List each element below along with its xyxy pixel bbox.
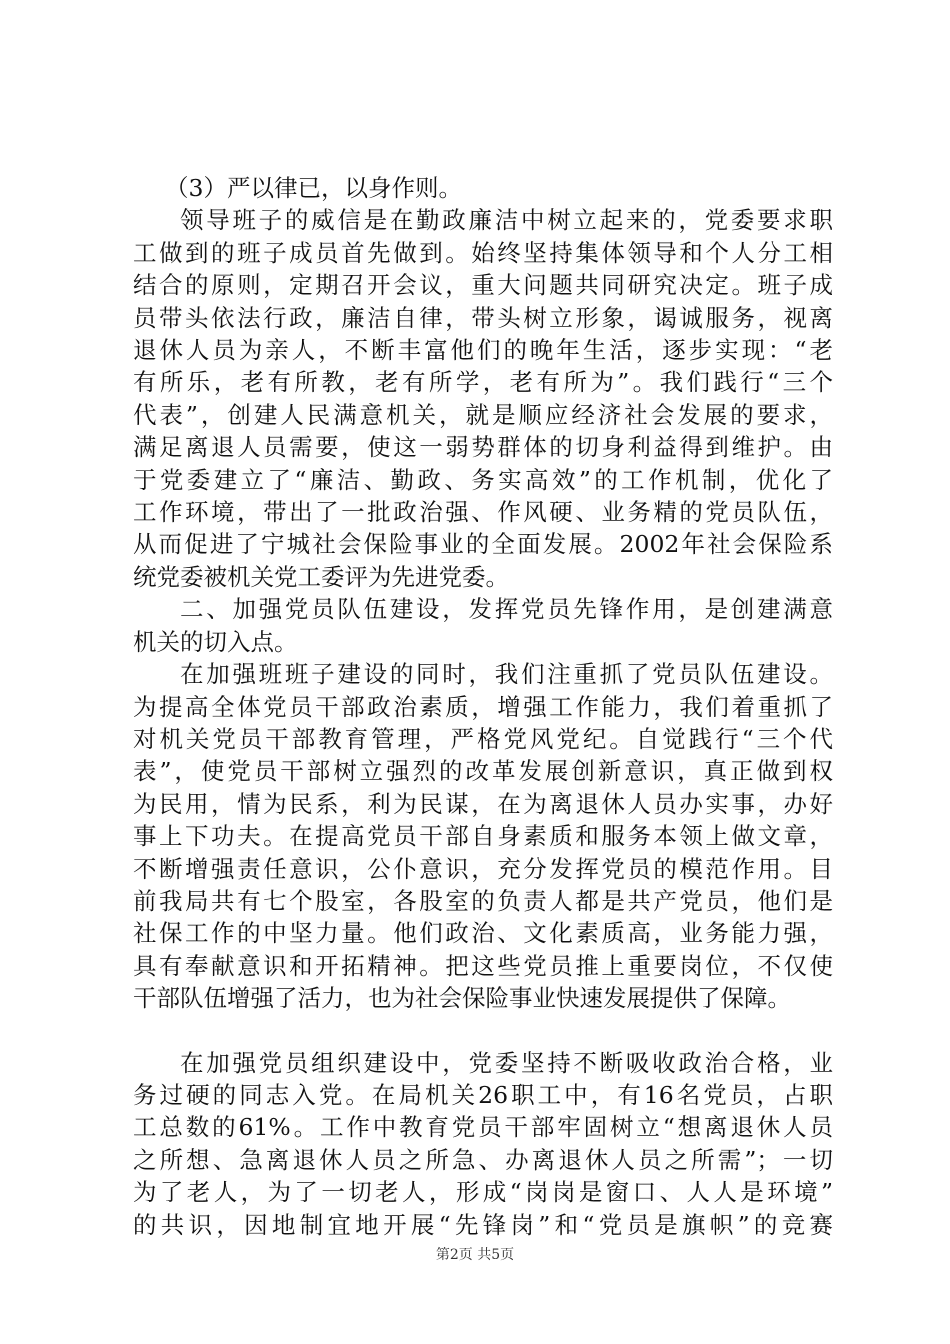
- paragraph-line: 在加强班班子建设的同时，我们注重抓了党员队伍建设。: [180, 660, 833, 689]
- paragraph-line: 领导班子的威信是在勤政廉洁中树立起来的，党委要求职: [180, 206, 833, 235]
- paragraph-line: 表”，使党员干部树立强烈的改革发展创新意识，真正做到权: [133, 757, 833, 786]
- paragraph-line: 代表”，创建人民满意机关，就是顺应经济社会发展的要求，: [133, 400, 833, 429]
- paragraph-line: 为了老人，为了一切老人，形成“岗岗是窗口、人人是环境”: [133, 1178, 833, 1207]
- paragraph-line: 干部队伍增强了活力，也为社会保险事业快速发展提供了保障。: [133, 984, 791, 1013]
- paragraph-line: 具有奉献意识和开拓精神。把这些党员推上重要岗位，不仅使: [133, 951, 833, 980]
- paragraph-line: 员带头依法行政，廉洁自律，带头树立形象，谒诚服务，视离: [133, 303, 833, 332]
- paragraph-line: 社保工作的中坚力量。他们政治、文化素质高，业务能力强，: [133, 919, 833, 948]
- section-heading: 机关的切入点。: [133, 627, 298, 656]
- document-body: [133, 172, 833, 1241]
- paragraph-line: 之所想、急离退休人员之所急、办离退休人员之所需”；一切: [133, 1145, 833, 1174]
- page-footer: [0, 1244, 950, 1264]
- paragraph-line: 不断增强责任意识，公仆意识，充分发挥党员的模范作用。目: [133, 854, 833, 883]
- section-heading: 二、加强党员队伍建设，发挥党员先锋作用，是创建满意: [180, 595, 833, 624]
- section-subheading: （3）严以律已，以身作则。: [165, 174, 462, 202]
- paragraph-line: 满足离退人员需要，使这一弱势群体的切身利益得到维护。由: [133, 433, 833, 462]
- paragraph-line: 结合的原则，定期召开会议，重大问题共同研究决定。班子成: [133, 271, 833, 300]
- paragraph-line: 为提高全体党员干部政治素质，增强工作能力，我们着重抓了: [133, 692, 833, 721]
- paragraph-line: 为民用，情为民系，利为民谋，在为离退休人员办实事，办好: [133, 789, 833, 818]
- paragraph-line: 工作环境，带出了一批政治强、作风硬、业务精的党员队伍，: [133, 498, 833, 527]
- paragraph-line: 对机关党员干部教育管理，严格党风党纪。自觉践行“三个代: [133, 724, 833, 753]
- paragraph-line: 工做到的班子成员首先做到。始终坚持集体领导和个人分工相: [133, 238, 833, 267]
- paragraph-line: 统党委被机关党工委评为先进党委。: [133, 562, 509, 591]
- paragraph-spacer: [133, 1015, 833, 1047]
- paragraph-line: 在加强党员组织建设中，党委坚持不断吸收政治合格，业: [180, 1048, 833, 1077]
- paragraph-line: 工总数的61%。工作中教育党员干部牢固树立“想离退休人员: [133, 1113, 833, 1142]
- paragraph-line: 于党委建立了“廉洁、勤政、务实高效”的工作机制，优化了: [133, 465, 833, 494]
- paragraph-line: 退休人员为亲人，不断丰富他们的晚年生活，逐步实现：“老: [133, 336, 833, 365]
- paragraph-line: 有所乐，老有所教，老有所学，老有所为”。我们践行“三个: [133, 368, 833, 397]
- page-number-label: 第2页 共5页: [435, 1247, 515, 1263]
- paragraph-line: 事上下功夫。在提高党员干部自身素质和服务本领上做文章，: [133, 822, 833, 851]
- paragraph-line: 前我局共有七个股室，各股室的负责人都是共产党员，他们是: [133, 886, 833, 915]
- paragraph-line: 从而促进了宁城社会保险事业的全面发展。2002年社会保险系: [133, 530, 833, 559]
- paragraph-line: 务过硬的同志入党。在局机关26职工中，有16名党员，占职: [133, 1080, 833, 1109]
- paragraph-line: 的共识，因地制宜地开展“先锋岗”和“党员是旗帜”的竞赛: [133, 1210, 833, 1239]
